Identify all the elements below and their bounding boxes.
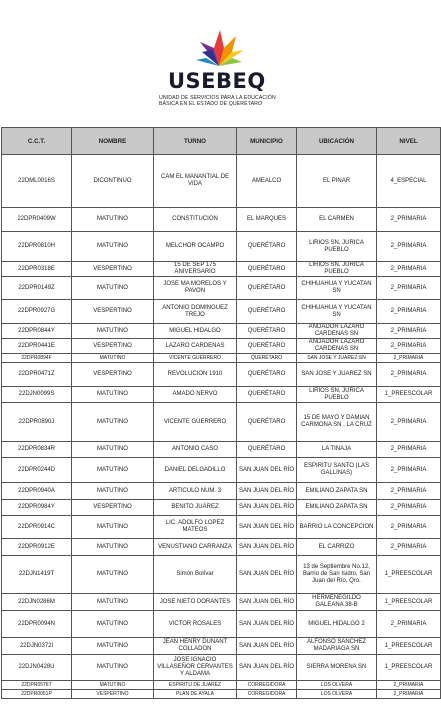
cell-ubicacion: SAN JOSE Y JUAREZ SN xyxy=(297,354,377,363)
cell-nivel: 2_PRIMARIA xyxy=(377,277,441,300)
cell-nivel: 2_PRIMARIA xyxy=(377,232,441,262)
cell-nombre: VESPERTINO xyxy=(72,500,154,516)
cell-nivel: 1_PREESCOLAR xyxy=(377,387,441,403)
cell-cct: 22DPR0441E xyxy=(2,339,72,354)
table-row xyxy=(2,442,441,458)
table-header-row xyxy=(2,128,441,155)
cell-ubicacion: LIRIOS SN, JURICA PUEBLO xyxy=(297,232,377,262)
cell-turno: VICENTE GUERRERO xyxy=(154,354,237,363)
cell-nivel: 1_PREESCOLAR xyxy=(377,655,441,681)
cell-nivel: 2_PRIMARIA xyxy=(377,442,441,458)
cell-nivel: 2_PRIMARIA xyxy=(377,262,441,277)
cell-municipio: QUERÉTARO xyxy=(237,262,297,277)
cell-cct: 22DPR0927G xyxy=(2,300,72,324)
table-row xyxy=(2,483,441,500)
cell-municipio: QUERÉTARO xyxy=(237,277,297,300)
header-turno: TURNO xyxy=(154,128,237,155)
cell-turno: BENITO JUÁREZ xyxy=(154,500,237,516)
cell-municipio: AMEALCO xyxy=(237,155,297,208)
table-body xyxy=(2,155,441,699)
cell-cct: 22DJN1419T xyxy=(2,556,72,594)
cell-ubicacion: ANDADOR LAZARO CARDENAS SN xyxy=(297,324,377,339)
brand-subtitle-line-1: UNIDAD DE SERVICIOS PARA LA EDUCACIÓN xyxy=(159,95,276,101)
table-row xyxy=(2,363,441,387)
cell-ubicacion: LA TINAJA xyxy=(297,442,377,458)
cell-municipio: QUERÉTARO xyxy=(237,363,297,387)
cell-ubicacion: ESPIRITU SANTO (LAS GALLINAS) xyxy=(297,458,377,483)
table-row xyxy=(2,354,441,363)
cell-nombre: MATUTINO xyxy=(72,277,154,300)
cell-nivel: 1_PREESCOLAR xyxy=(377,594,441,611)
cell-ubicacion: LIRIOS SN, JURICA PUEBLO xyxy=(297,387,377,403)
usebeq-logo-icon xyxy=(192,28,246,68)
cell-turno: JEAN HENRY DUNANT COLLADON xyxy=(154,638,237,655)
table-row xyxy=(2,300,441,324)
table-row xyxy=(2,655,441,681)
cell-cct: 22DPR0890J xyxy=(2,403,72,442)
header-ubicacion: UBICACIÓN xyxy=(297,128,377,155)
cell-nombre: MATUTINO xyxy=(72,403,154,442)
cell-turno: VENUSTIANO CARRANZA xyxy=(154,539,237,556)
cell-nivel: 2_PRIMARIA xyxy=(377,681,441,690)
table-row xyxy=(2,516,441,539)
cell-turno: ANTONIO DOMINGUEZ TREJO xyxy=(154,300,237,324)
cell-nombre: VESPERTINO xyxy=(72,300,154,324)
cell-nivel: 2_PRIMARIA xyxy=(377,500,441,516)
header-nivel: NIVEL xyxy=(377,128,441,155)
cell-ubicacion: 13 de Septiembre No.12, Barrio de San Isidro, San Juan del Río, Qro. xyxy=(297,556,377,594)
table-row xyxy=(2,690,441,699)
cell-turno: JOSE IGNACIO VILLASEÑOR CERVANTES Y ALDAMA xyxy=(154,655,237,681)
cell-turno: 15 DE SEP 175 ANIVERSARIO xyxy=(154,262,237,277)
cell-nombre: MATUTINO xyxy=(72,638,154,655)
header-nombre: NOMBRE xyxy=(72,128,154,155)
cell-turno: VICENTE GUERRERO xyxy=(154,403,237,442)
cell-turno: DANIEL DELGADILLO xyxy=(154,458,237,483)
table-row xyxy=(2,232,441,262)
cell-cct: 22DJN0286M xyxy=(2,594,72,611)
table-row xyxy=(2,339,441,354)
table-row xyxy=(2,155,441,208)
cell-cct: 22DPR0149Z xyxy=(2,277,72,300)
cell-turno: MIGUEL HIDALGO xyxy=(154,324,237,339)
cell-turno: ESPIRITU DE JUAREZ xyxy=(154,681,237,690)
table-row xyxy=(2,638,441,655)
cell-nombre: MATUTINO xyxy=(72,539,154,556)
cell-nombre: MATUTINO xyxy=(72,681,154,690)
cell-nivel: 2_PRIMARIA xyxy=(377,208,441,232)
cell-turno: REVOLUCION 1910 xyxy=(154,363,237,387)
cell-municipio: SAN JUAN DEL RÍO xyxy=(237,500,297,516)
table-row xyxy=(2,458,441,483)
cell-nivel: 2_PRIMARIA xyxy=(377,324,441,339)
cell-ubicacion: EL CARMEN xyxy=(297,208,377,232)
cell-ubicacion: SIERRA MORENA SN xyxy=(297,655,377,681)
cell-municipio: CORREGIDORA xyxy=(237,690,297,699)
cell-municipio: SAN JUAN DEL RÍO xyxy=(237,458,297,483)
cell-nombre: MATUTINO xyxy=(72,354,154,363)
cell-nivel: 2_PRIMARIA xyxy=(377,458,441,483)
cell-nombre: VESPERTINO xyxy=(72,339,154,354)
table-row xyxy=(2,387,441,403)
cell-cct: 22DPR0318E xyxy=(2,262,72,277)
cell-ubicacion: MIGUEL HIDALGO 2 xyxy=(297,611,377,638)
cell-turno: ARTICULO NUM. 3 xyxy=(154,483,237,500)
brand-name: USEBEQ xyxy=(168,69,266,93)
cell-ubicacion: HERMENEGILDO GALEANA 38-B xyxy=(297,594,377,611)
cell-ubicacion: 15 DE MAYO Y DAMIAN CARMONA SN , LA CRUZ xyxy=(297,403,377,442)
cell-nivel: 2_PRIMARIA xyxy=(377,690,441,699)
cell-municipio: CORREGIDORA xyxy=(237,681,297,690)
cell-nombre: DICONTINUO xyxy=(72,155,154,208)
cell-cct: 22DPR0576T xyxy=(2,681,72,690)
cell-nivel: 2_PRIMARIA xyxy=(377,363,441,387)
cell-cct: 22DJN0372I xyxy=(2,638,72,655)
cell-municipio: QUERÉTARO xyxy=(237,442,297,458)
cell-nombre: MATUTINO xyxy=(72,594,154,611)
schools-table xyxy=(1,127,441,699)
cell-nivel: 2_PRIMARIA xyxy=(377,516,441,539)
cell-cct: 22DML0016S xyxy=(2,155,72,208)
cell-cct: 22DPR0409W xyxy=(2,208,72,232)
cell-ubicacion: ANDADOR LAZARO CARDENAS SN xyxy=(297,339,377,354)
cell-cct: 22DPR0471Z xyxy=(2,363,72,387)
cell-municipio: SAN JUAN DEL RÍO xyxy=(237,594,297,611)
cell-turno: Simón Bolívar xyxy=(154,556,237,594)
table-row xyxy=(2,594,441,611)
cell-cct: 22DPR0094N xyxy=(2,611,72,638)
brand-subtitle xyxy=(159,95,309,107)
cell-cct: 22DPR0810H xyxy=(2,232,72,262)
cell-nivel: 2_PRIMARIA xyxy=(377,483,441,500)
cell-cct: 22DPR0834R xyxy=(2,442,72,458)
header xyxy=(0,0,441,127)
cell-nivel: 1_PREESCOLAR xyxy=(377,638,441,655)
cell-cct: 22DJN0099S xyxy=(2,387,72,403)
cell-nivel: 2_PRIMARIA xyxy=(377,339,441,354)
cell-ubicacion: ALFONSO SANCHEZ MADARIAGA SN xyxy=(297,638,377,655)
cell-municipio: SAN JUAN DEL RÍO xyxy=(237,611,297,638)
cell-nombre: MATUTINO xyxy=(72,208,154,232)
cell-nivel: 1_PREESCOLAR xyxy=(377,556,441,594)
cell-ubicacion: CHIHUAHUA Y YUCATAN SN xyxy=(297,300,377,324)
cell-nivel: 2_PRIMARIA xyxy=(377,539,441,556)
table-row xyxy=(2,539,441,556)
cell-turno: VICTOR ROSALES xyxy=(154,611,237,638)
cell-municipio: SAN JUAN DEL RÍO xyxy=(237,539,297,556)
cell-cct: 22DPR0940A xyxy=(2,483,72,500)
cell-nombre: MATUTINO xyxy=(72,324,154,339)
cell-turno: LIC. ADOLFO LOPEZ MATEOS xyxy=(154,516,237,539)
cell-nombre: MATUTINO xyxy=(72,611,154,638)
cell-cct: 22DJN0428U xyxy=(2,655,72,681)
header-cct: C.C.T. xyxy=(2,128,72,155)
cell-nombre: MATUTINO xyxy=(72,387,154,403)
cell-ubicacion: EL PINAR xyxy=(297,155,377,208)
cell-nivel: 2_PRIMARIA xyxy=(377,403,441,442)
cell-turno: JOSE NIETO DORANTES xyxy=(154,594,237,611)
table-row xyxy=(2,262,441,277)
cell-cct: 22DPR0844Y xyxy=(2,324,72,339)
header-municipio: MUNICIPIO xyxy=(237,128,297,155)
cell-ubicacion: LOS OLVERA xyxy=(297,690,377,699)
cell-cct: 22DPR0912E xyxy=(2,539,72,556)
cell-nivel: 2_PRIMARIA xyxy=(377,300,441,324)
cell-nivel: 2_PRIMARIA xyxy=(377,354,441,363)
cell-municipio: QUERÉTARO xyxy=(237,339,297,354)
cell-nombre: VESPERTINO xyxy=(72,363,154,387)
cell-turno: CAM EL MANANTIAL DE VIDA xyxy=(154,155,237,208)
cell-nombre: MATUTINO xyxy=(72,655,154,681)
table-row xyxy=(2,277,441,300)
cell-nombre: MATUTINO xyxy=(72,516,154,539)
cell-ubicacion: BARRIO LA CONCEPCION xyxy=(297,516,377,539)
cell-municipio: SAN JUAN DEL RÍO xyxy=(237,483,297,500)
table-row xyxy=(2,500,441,516)
cell-cct: 22DPR0894F xyxy=(2,354,72,363)
cell-municipio: QUERÉTARO xyxy=(237,232,297,262)
cell-municipio: SAN JUAN DEL RÍO xyxy=(237,516,297,539)
table-row xyxy=(2,324,441,339)
cell-municipio: QUERÉTARO xyxy=(237,403,297,442)
cell-turno: PLAN DE AYALA xyxy=(154,690,237,699)
cell-ubicacion: EMILIANO ZAPATA SN xyxy=(297,483,377,500)
cell-cct: 22DPR0244D xyxy=(2,458,72,483)
cell-ubicacion: LOS OLVERA xyxy=(297,681,377,690)
cell-turno: LAZARO CARDENAS xyxy=(154,339,237,354)
cell-ubicacion: EL CARRIZO xyxy=(297,539,377,556)
cell-municipio: QUERÉTARO xyxy=(237,300,297,324)
cell-ubicacion: SAN JOSE Y JUAREZ SN xyxy=(297,363,377,387)
cell-nombre: MATUTINO xyxy=(72,442,154,458)
table-row xyxy=(2,403,441,442)
cell-municipio: SAN JUAN DEL RÍO xyxy=(237,638,297,655)
table-row xyxy=(2,611,441,638)
cell-nombre: MATUTINO xyxy=(72,232,154,262)
cell-ubicacion: EMILIANO ZAPATA SN xyxy=(297,500,377,516)
cell-turno: CONSTITUCION xyxy=(154,208,237,232)
cell-nombre: MATUTINO xyxy=(72,556,154,594)
cell-municipio: QUERÉTARO xyxy=(237,354,297,363)
cell-ubicacion: LIRIOS SN, JURICA PUEBLO xyxy=(297,262,377,277)
cell-municipio: QUERÉTARO xyxy=(237,387,297,403)
cell-municipio: SAN JUAN DEL RÍO xyxy=(237,556,297,594)
cell-municipio: QUERÉTARO xyxy=(237,324,297,339)
cell-turno: AMADO NERVO xyxy=(154,387,237,403)
cell-nivel: 4_ESPECIAL xyxy=(377,155,441,208)
table-row xyxy=(2,556,441,594)
table-row xyxy=(2,208,441,232)
cell-turno: JOSE MA MORELOS Y PAVON xyxy=(154,277,237,300)
cell-cct: 22DPR0984Y xyxy=(2,500,72,516)
brand-subtitle-line-2: BÁSICA EN EL ESTADO DE QUERÉTARO xyxy=(159,101,263,107)
cell-turno: MELCHOR OCAMPO xyxy=(154,232,237,262)
cell-nivel: 2_PRIMARIA xyxy=(377,611,441,638)
cell-nombre: VESPERTINO xyxy=(72,690,154,699)
cell-cct: 22DPR0051P xyxy=(2,690,72,699)
cell-municipio: SAN JUAN DEL RÍO xyxy=(237,655,297,681)
cell-municipio: EL MARQUES xyxy=(237,208,297,232)
cell-nombre: MATUTINO xyxy=(72,458,154,483)
cell-nombre: VESPERTINO xyxy=(72,262,154,277)
table-row xyxy=(2,681,441,690)
cell-nombre: MATUTINO xyxy=(72,483,154,500)
cell-turno: ANTONIO CASO xyxy=(154,442,237,458)
cell-cct: 22DPR0914C xyxy=(2,516,72,539)
cell-ubicacion: CHIHUAHUA Y YUCATAN SN xyxy=(297,277,377,300)
